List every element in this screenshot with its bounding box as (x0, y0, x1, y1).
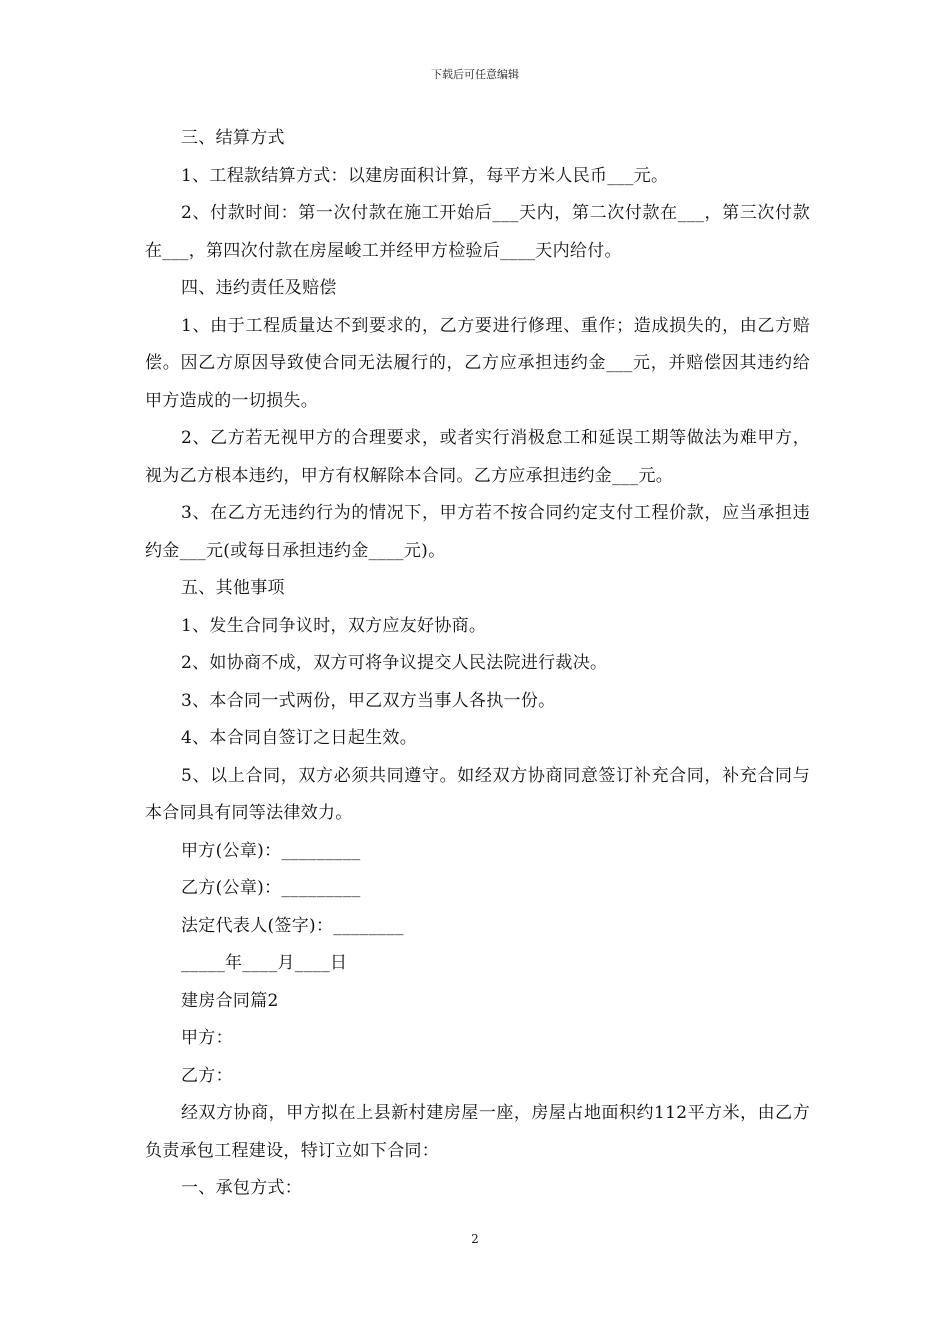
signature-legal-rep: 法定代表人(签字)：________ (181, 915, 404, 936)
paragraph: 4、本合同自签订之日起生效。 (181, 728, 418, 748)
paragraph: 2、如协商不成，双方可将争议提交人民法院进行裁决。 (181, 653, 608, 673)
page-header: 下载后可任意编辑 (431, 68, 519, 81)
section-heading-other: 五、其他事项 (181, 578, 285, 598)
paragraph: 2、乙方若无视甲方的合理要求，或者实行消极怠工和延误工期等做法为难甲方，视为乙方根本违约，甲方有权解除本合同。乙方应承担违约金___元。 (145, 428, 810, 486)
paragraph: 2、付款时间：第一次付款在施工开始后___天内，第二次付款在___，第三次付款在___，第四次付款在房屋峻工并经甲方检验后____天内给付。 (145, 203, 810, 261)
section-heading-contract-method: 一、承包方式： (181, 1178, 303, 1198)
section-heading-settlement: 三、结算方式 (181, 128, 285, 148)
paragraph: 1、发生合同争议时，双方应友好协商。 (181, 615, 487, 636)
paragraph: 1、工程款结算方式：以建房面积计算，每平方米人民币___元。 (181, 165, 669, 186)
section-heading-liability: 四、违约责任及赔偿 (181, 278, 337, 298)
paragraph: 经双方协商，甲方拟在上县新村建房屋一座，房屋占地面积约112平方米，由乙方负责承包工程建设，特订立如下合同： (145, 1103, 810, 1161)
document-body (145, 120, 810, 1208)
signature-date: _____年____月____日 (181, 953, 348, 973)
contract-title: 建房合同篇2 (181, 990, 279, 1011)
party-a-label: 甲方： (181, 1028, 233, 1048)
signature-party-b: 乙方(公章)：_________ (181, 878, 361, 898)
signature-party-a: 甲方(公章)：_________ (181, 840, 361, 861)
paragraph: 3、在乙方无违约行为的情况下，甲方若不按合同约定支付工程价款，应当承担违约金___元(或每日承担违约金____元)。 (145, 503, 810, 561)
party-b-label: 乙方： (181, 1065, 233, 1086)
paragraph: 1、由于工程质量达不到要求的，乙方要进行修理、重作；造成损失的，由乙方赔偿。因乙方原因导致使合同无法履行的，乙方应承担违约金___元，并赔偿因其违约给甲方造成的一切损失。 (145, 315, 810, 411)
page-number: 2 (471, 1232, 479, 1246)
paragraph: 5、以上合同，双方必须共同遵守。如经双方协商同意签订补充合同，补充合同与本合同具有同等法律效力。 (145, 765, 810, 823)
paragraph: 3、本合同一式两份，甲乙双方当事人各执一份。 (181, 690, 556, 711)
